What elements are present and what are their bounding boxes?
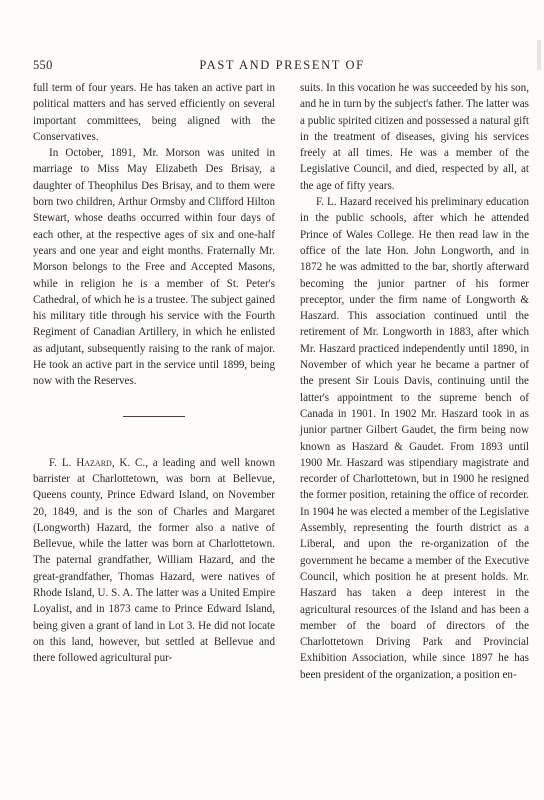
page-edge-shadow xyxy=(537,40,541,70)
paragraph-hazard-biography-text: , K. C., a leading and well known barrister at Charlottetown, was born at Bellevue, Queens county, Prince Edward Island, on November 20, 1849, and is the son of Charles and Margaret (Longworth) Hazard, the former also a native of Bellevue, while the latter was born at Charlottetown. The paternal grandfather, William Hazard, and the great-grandfather, Thomas Hazard, were natives of Rhode Island, U. S. A. The latter was a United Empire Loyalist, and in 1873 came to Prince Edward Island, being given a grant of land in Lot 3. He did not locate on this land, however, but settled at Bellevue and there followed agricultural pur- xyxy=(33,456,276,665)
paragraph-hazard-biography xyxy=(33,455,275,667)
paragraph-continued: full term of four years. He has taken an active part in political matters and has served efficiently on several important committees, being aligned with the Conservatives. xyxy=(33,82,275,143)
left-column xyxy=(33,80,275,667)
section-divider xyxy=(123,416,185,417)
right-column xyxy=(300,80,529,683)
page-number: 550 xyxy=(33,58,53,72)
running-head: PAST AND PRESENT OF xyxy=(199,58,365,72)
paragraph-hazard-career: F. L. Hazard received his preliminary education in the public schools, after which he attended Prince of Wales College. He then read law in the office of the late Hon. John Longworth, and in 1872 he was admitted to the bar, shortly afterward becoming the junior partner of his former preceptor, under the firm name of Longworth & Haszard. This association continued until the retirement of Mr. Longworth in 1883, after which Mr. Haszard practiced independently until 1890, in November of which year he became a partner of the present Sir Louis Davis, continuing until the latter's appointment to the supreme bench of Canada in 1901. In 1902 Mr. Haszard took in as junior partner Gilbert Gaudet, the firm being now known as Haszard & Gaudet. From 1893 until 1900 Mr. Haszard was stipendiary magistrate and recorder of Charlottetown, but in 1900 he resigned the former position, retaining the office of recorder. In 1904 he was elected a member of the Legislative Assembly, representing the fourth district as a Liberal, and upon the re-organization of the government he became a member of the Executive Council, which position he at present holds. Mr. Haszard has taken a deep interest in the agricultural resources of the Island and has been a member of the board of directors of the Charlottetown Driving Park and Provincial Exhibition Association, while since 1897 he has been president of the organization, a position en- xyxy=(300,196,529,681)
paragraph-morson-marriage: In October, 1891, Mr. Morson was united in marriage to Miss May Elizabeth Des Brisay, a daughter of Theophilus Des Brisay, and to them were born two children, Arthur Ormsby and Clifford Hilton Stewart, whose deaths occurred within four days of each other, at the respective ages of six and one-half years and one year and eight months. Fraternally Mr. Morson belongs to the Free and Accepted Masons, while in religion he is a member of St. Peter's Cathedral, of which he is a trustee. The subject gained his military title through his service with the Fourth Regiment of Canadian Artillery, in which he enlisted as adjutant, subsequently raising to the rank of major. He took an active part in the service until 1899, being now with the Reserves. xyxy=(33,147,275,388)
paragraph-continued-right: suits. In this vocation he was succeeded by his son, and he in turn by the subject's father. The latter was a public spirited citizen and possessed a natural gift in the treatment of diseases, giving his services freely at all times. He was a member of the Legislative Council, and died, respected by all, at the age of fifty years. xyxy=(300,82,529,192)
biography-subject-name: F. L. Hazard xyxy=(49,456,112,469)
